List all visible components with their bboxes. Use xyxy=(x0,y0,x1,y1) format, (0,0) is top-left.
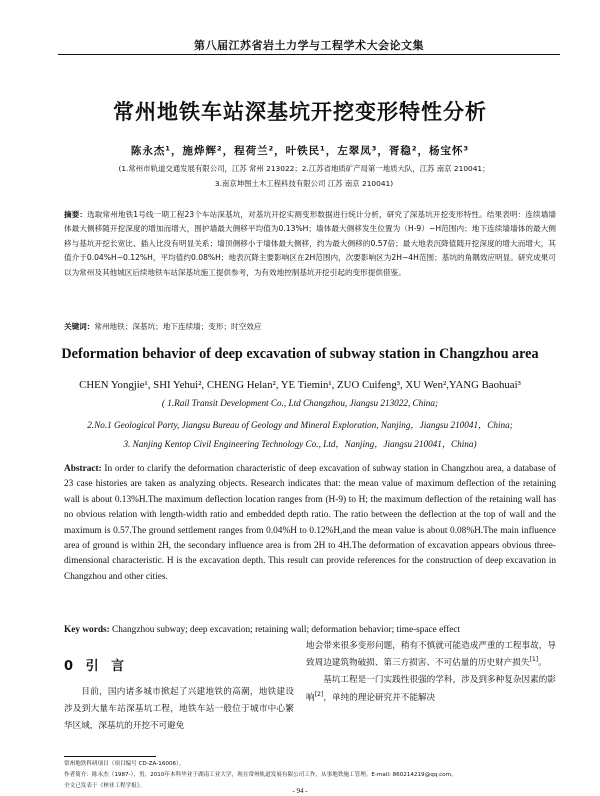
chinese-keywords-text: 常州地铁；深基坑；地下连续墙；变形；时空效应 xyxy=(94,322,262,331)
body-column-right xyxy=(306,638,556,707)
citation-ref[interactable]: [2] xyxy=(314,690,324,698)
english-affiliation-2: 2.No.1 Geological Party, Jiangsu Bureau of Geology and Mineral Exploration, Nanjing，Jiangsu 210041，China; xyxy=(87,420,513,430)
chinese-abstract xyxy=(64,208,556,280)
running-header: 第八届江苏省岩土力学与工程学术大会论文集 xyxy=(194,39,424,52)
english-keywords xyxy=(64,625,556,635)
english-affiliation-1: ( 1.Rail Transit Development Co., Ltd Changzhou, Jiangsu 213022, China; xyxy=(161,398,439,408)
chinese-affiliation-2: 3.南京坤图土木工程科技有限公司 江苏 南京 210041) xyxy=(214,179,394,188)
english-keywords-text: Changzhou subway; deep excavation; retaining wall; deformation behavior; time-space effect xyxy=(112,625,461,635)
chinese-title: 常州地铁车站深基坑开挖变形特性分析 xyxy=(113,100,487,124)
paragraph-end: 。 xyxy=(538,658,547,669)
english-abstract-text: In order to clarify the deformation characteristic of deep excavation of subway station in Changzhou area, a database of 23 case histories are taken as analyzing objects. Research indicates that: the mean value of maximum deflection of the retaining wall is about 0.13%H.The maximum deflection location ranges from (H-9) to H; the maximum deflection of the retaining wall has no obvious relation with length-width ratio and embedded depth ratio. The ratio between the deflection at the top of wall and the maximum is 0.57.The ground settlement ranges from 0.04%H to 0.12%H,and the mean value is about 0.08%H.The main influence area of ground is within 2H, the secondary influence area is from 2H to 4H.The deformation of excavation appears obvious three-dimensional characteristic. H is the excavation depth. This result can provide references for the construction of deep excavation in Changzhou and other cities. xyxy=(64,464,556,582)
english-title: Deformation behavior of deep excavation of subway station in Changzhou area xyxy=(61,346,539,362)
paragraph-end: ，单纯的理论研究并不能解决 xyxy=(323,692,436,703)
page-number: - 94 - xyxy=(292,787,308,795)
english-abstract xyxy=(64,462,556,585)
footnote-author-bio: 作者简介：陈永杰（1987-），男，2010年本科毕业于湖南工业大学，现在常州轨道发展有限公司工作，从事地铁施工管理。E-mail: 860214219@qq.com。 xyxy=(64,772,457,778)
chinese-abstract-text: 选取常州地铁1号线一期工程23个车站深基坑，对基坑开挖实测变形数据进行统计分析，研究了深基坑开挖变形特性。结果表明：连续墙墙体最大侧移随开挖深度的增加而增大，围护墙最大侧移平均值为0.13%H；墙体最大侧移发生位置为（H-9）~H范围内；地下连续墙墙体的最大侧移与基坑开挖长宽比、插入比没有明显关系；墙顶侧移小于墙体最大侧移，约为最大侧移的0.57倍；最大地表沉降值随开挖深度的增大而增大，其值介于0.04%H~0.12%H，平均值约0.08%H；地表沉降主要影响区在2H范围内，次要影响区为2H~4H范围；基坑的角隅效应明显。研究成果可以为常州及其他城区后续地铁车站深基坑施工提供参考，为有效地控制基坑开挖引起的变形提供借鉴。 xyxy=(64,210,556,277)
body-paragraph xyxy=(306,672,556,706)
section-heading-introduction: 0 引 言 xyxy=(64,659,129,674)
english-affiliation-3: 3. Nanjing Kentop Civil Engineering Technology Co., Ltd，Nanjing，Jiangsu 210041，China) xyxy=(123,439,477,449)
paragraph-text: 基坑工程是一门实践性很强的学科，涉及到多种复杂因素的影响 xyxy=(306,675,556,703)
english-abstract-label: Abstract: xyxy=(64,464,102,474)
footnote-publication: 全文已发表于《林业工程学报》。 xyxy=(64,783,146,789)
body-paragraph xyxy=(306,638,556,672)
english-authors: CHEN Yongjie¹, SHI Yehui², CHENG Helan², YE Tiemin¹, ZUO Cuifeng³, XU Wen²,YANG Baohuai³ xyxy=(79,379,521,391)
chinese-abstract-label: 摘要： xyxy=(64,210,88,219)
footnote-rule xyxy=(64,756,156,757)
chinese-keywords-label: 关键词： xyxy=(64,322,95,331)
paragraph-text: 地会带来很多变形问题，稍有不慎就可能造成严重的工程事故，导致周边建筑物破损、第三方损害、不可估量的历史财产损失 xyxy=(306,641,556,669)
english-keywords-label: Key words: xyxy=(64,625,110,635)
chinese-authors: 陈永杰¹，施烨辉²，程荷兰²，叶铁民¹，左翠凤³，胥稳²，杨宝怀³ xyxy=(130,145,470,157)
footnote-funding: 常州地铁科研项目（项目编号 CD-ZA-16006）。 xyxy=(64,761,185,767)
chinese-affiliation-1: (1.常州市轨道交通发展有限公司，江苏 常州 213022；2.江苏省地质矿产局第一地质大队，江苏 南京 210041； xyxy=(118,164,490,173)
chinese-keywords xyxy=(64,321,556,332)
citation-ref[interactable]: [1] xyxy=(529,656,539,664)
header-rule xyxy=(58,54,560,55)
body-column-left: 目前，国内诸多城市掀起了兴建地铁的高潮，地铁建设涉及到大量车站深基坑工程，地铁车站一般位于城市中心繁华区域，深基坑的开挖不可避免 xyxy=(64,687,294,731)
